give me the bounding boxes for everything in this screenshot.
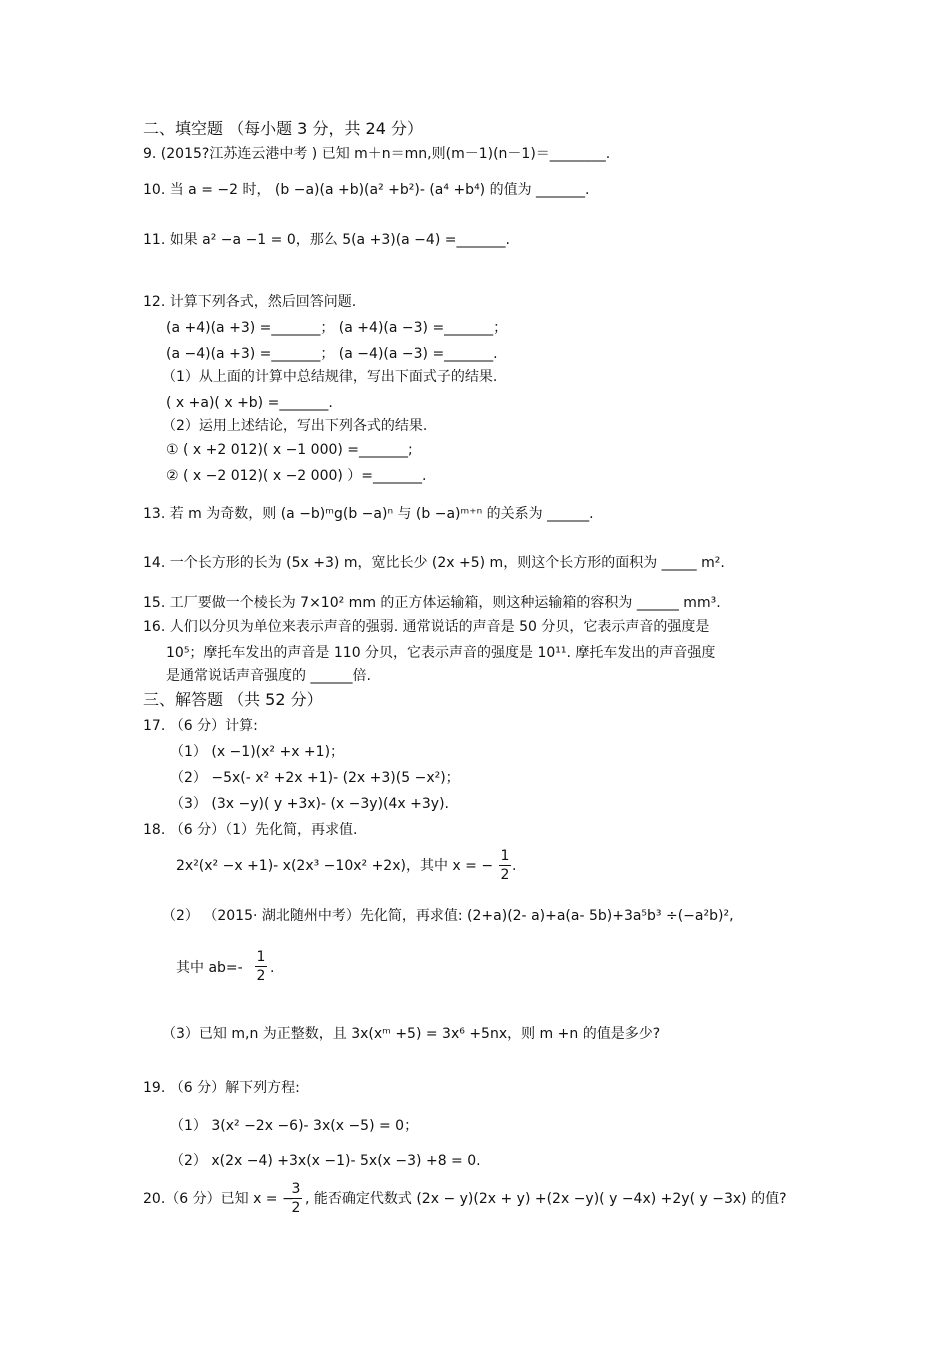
question-19-sub-2: （2） x(2x −4) +3x(x −1)- 5x(x −3) +8 = 0. (170, 1153, 481, 1169)
question-15: 15. 工厂要做一个棱长为 7×10² mm 的正方体运输箱，则这种运输箱的容积为 ______ mm³. (143, 595, 721, 611)
question-10: 10. 当 a = −2 时， (b −a)(a +b)(a² +b²)- (a⁴ +b⁴) 的值为 _______. (143, 182, 590, 198)
question-12-case-2: ② ( x −2 012)( x −2 000) ）=_______. (166, 468, 427, 484)
question-12-part-2: （2）运用上述结论，写出下列各式的结果. (162, 418, 428, 434)
question-20-suffix: , 能否确定代数式 (2x − y)(2x + y) +(2x −y)( y −4x) +2y( y −3x) 的值? (305, 1191, 787, 1207)
question-12-row-2: (a −4)(a +3) =_______； (a −4)(a −3) =_______. (166, 346, 498, 362)
question-17-sub-1: （1） (x −1)(x² +x +1)； (170, 744, 345, 760)
fraction-denominator: 2 (256, 968, 266, 984)
fraction-denominator: 2 (291, 1200, 301, 1216)
fraction-one-half (499, 848, 511, 883)
question-18-part-2-condition: 其中 ab=- (176, 960, 243, 976)
section-title-solve: 三、解答题 （共 52 分） (143, 690, 323, 709)
fraction-three-halves (290, 1181, 302, 1216)
question-18-part-3: （3）已知 m,n 为正整数，且 3x(xᵐ +5) = 3x⁶ +5nx，则 m +n 的值是多少? (162, 1026, 661, 1042)
question-20-prefix: 20.（6 分）已知 x = − (143, 1191, 294, 1207)
fraction-bar (290, 1198, 302, 1199)
question-12-part-1-expr: ( x +a)( x +b) =_______. (166, 395, 333, 411)
question-16-line-1: 16. 人们以分贝为单位来表示声音的强弱. 通常说话的声音是 50 分贝，它表示声音的强度是 (143, 619, 710, 635)
period: . (270, 960, 275, 976)
question-12-case-1: ① ( x +2 012)( x −1 000) =_______; (166, 442, 413, 458)
fraction-numerator: 3 (291, 1181, 301, 1197)
question-12-row-1: (a +4)(a +3) =_______； (a +4)(a −3) =_______； (166, 320, 508, 336)
fraction-one-half (255, 949, 267, 984)
question-19-sub-1: （1） 3(x² −2x −6)- 3x(x −5) = 0； (170, 1118, 419, 1134)
question-17-sub-2: （2） −5x(- x² +2x +1)- (2x +3)(5 −x²)； (170, 770, 460, 786)
question-16-line-2: 10⁵；摩托车发出的声音是 110 分贝，它表示声音的强度是 10¹¹. 摩托车发出的声音强度 (166, 645, 716, 661)
fraction-numerator: 1 (256, 949, 266, 965)
question-13: 13. 若 m 为奇数，则 (a −b)ᵐg(b −a)ⁿ 与 (b −a)ᵐ⁺ⁿ 的关系为 ______. (143, 506, 594, 522)
question-16-line-3: 是通常说话声音强度的 ______倍. (166, 668, 371, 684)
question-18-title: 18. （6 分）（1）先化简，再求值. (143, 822, 358, 838)
question-18-part-2: （2） （2015· 湖北随州中考）先化简，再求值: (2+a)(2- a)+a(a- 5b)+3a⁵b³ ÷(−a²b)², (162, 908, 734, 924)
question-18-expr-1: 2x²(x² −x +1)- x(2x³ −10x² +2x)，其中 x = − (176, 858, 494, 874)
section-title-fill: 二、填空题 （每小题 3 分，共 24 分） (143, 119, 423, 138)
period: . (512, 858, 517, 874)
question-17-sub-3: （3） (3x −y)( y +3x)- (x −3y)(4x +3y). (170, 796, 449, 812)
fraction-bar (255, 966, 267, 967)
question-12-title: 12. 计算下列各式，然后回答问题. (143, 294, 357, 310)
question-11: 11. 如果 a² −a −1 = 0，那么 5(a +3)(a −4) =_______. (143, 232, 510, 248)
fraction-denominator: 2 (500, 867, 510, 883)
question-9: 9. (2015?江苏连云港中考 ) 已知 m＋n＝mn,则(m－1)(n－1)＝________. (143, 146, 611, 162)
fraction-bar (499, 865, 511, 866)
fraction-numerator: 1 (500, 848, 510, 864)
question-17-title: 17. （6 分）计算: (143, 718, 258, 734)
question-12-part-1: （1）从上面的计算中总结规律，写出下面式子的结果. (162, 369, 498, 385)
question-19-title: 19. （6 分）解下列方程: (143, 1080, 300, 1096)
question-14: 14. 一个长方形的长为 (5x +3) m，宽比长少 (2x +5) m，则这个长方形的面积为 _____ m². (143, 555, 725, 571)
